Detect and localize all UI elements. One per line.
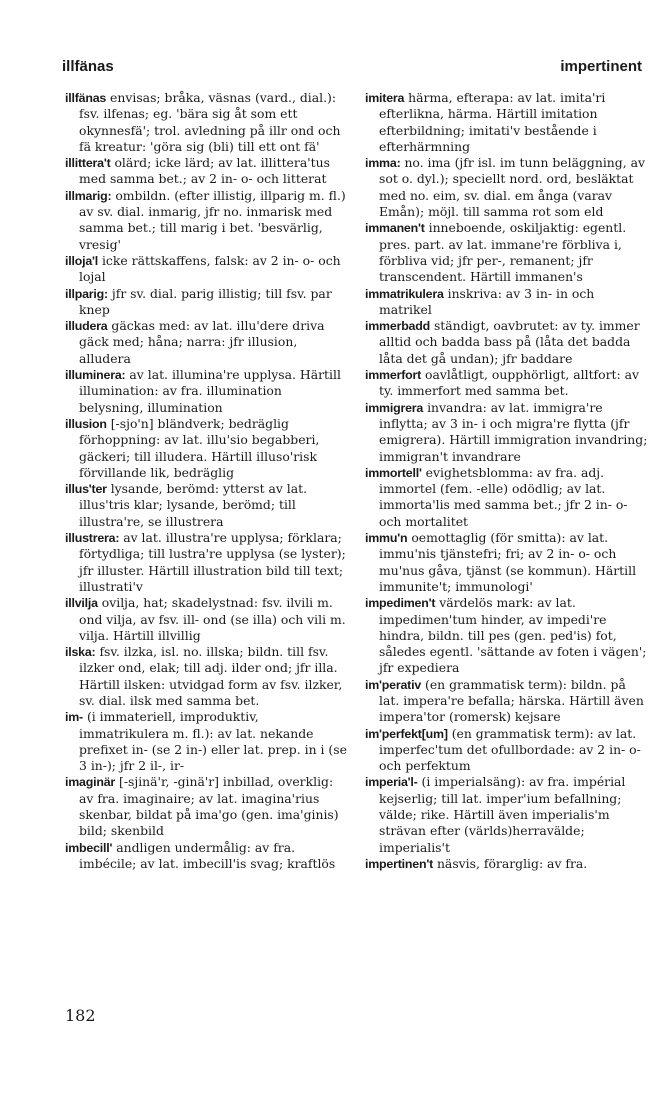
running-head-left: illfänas: [62, 58, 114, 75]
entry-headword: immigrera: [365, 400, 424, 415]
entry-definition: av lat. illumina're upplysa. Härtill illumination: av fra. illumination belysning, illumination: [79, 367, 341, 415]
entry-definition: oemottaglig (för smitta): av lat. immu'nis tjänstefri; fri; av 2 in- o- och mu'nus gåva, tjänst (se kommun). Härtill immunite't; immunologi': [379, 530, 637, 594]
entry-definition: (en grammatisk term): av lat. imperfec'tum det ofullbordade: av 2 in- o- och perfektum: [379, 725, 641, 774]
entry-headword: imma:: [365, 156, 401, 171]
entry-definition: no. ima (jfr isl. im tunn beläggning, av sot o. dyl.); speciellt nord. ord, besläktat med no. eim, sv. dial. em ånga (varav Emån); möjl. till samma rot som eld: [379, 155, 645, 220]
dictionary-entry: [365, 400, 650, 465]
dictionary-entry: [365, 367, 650, 400]
entry-headword: impertinen't: [365, 856, 434, 871]
dictionary-entry: [65, 416, 348, 481]
dictionary-entry: [65, 367, 348, 416]
entry-headword: im'perativ: [365, 677, 422, 692]
entry-definition: av lat. illustra're upplysa; förklara; förtydliga; till lustra're upplysa (se lyster); jfr illuster. Härtill illustration bild till text; illustrati'v: [79, 530, 346, 594]
entry-headword: illuminera:: [65, 368, 126, 383]
dictionary-entry: [65, 253, 348, 286]
dictionary-entry: [65, 481, 348, 530]
right-column: [365, 90, 650, 872]
dictionary-entry: [65, 286, 348, 319]
dictionary-entry: [65, 155, 348, 188]
entry-headword: illus'ter: [65, 482, 107, 497]
left-column: [65, 90, 348, 872]
entry-definition: evighetsblomma: av fra. adj. immortel (fem. -elle) odödlig; av lat. immorta'lis med samma bet.; jfr 2 in- o- och mortalitet: [379, 464, 628, 529]
entry-definition: fsv. ilzka, isl. no. illska; bildn. till fsv. ilzker ond, elak; till adj. ilder ond; jfr illa. Härtill ilsken: utvidgad form av fsv. ilzker, sv. dial. ilsk med samma bet.: [79, 644, 343, 708]
entry-headword: immanen't: [365, 221, 425, 236]
running-head: [62, 58, 642, 80]
entry-definition: (i immateriell, improduktiv, immatrikulera m. fl.): av lat. nekande prefixet in- (se 2 in-) eller lat. prep. in i (se 3 in-); jfr 2 il-, ir-: [79, 709, 347, 774]
dictionary-entry: [65, 530, 348, 595]
dictionary-entry: [365, 155, 650, 220]
entry-headword: imaginär: [65, 775, 116, 790]
entry-headword: immerfort: [365, 368, 422, 383]
entry-headword: illfänas: [65, 91, 107, 105]
dictionary-entry: [365, 856, 650, 872]
entry-headword: ilska:: [65, 645, 96, 660]
entry-definition: näsvis, förarglig: av fra.: [433, 855, 588, 871]
entry-headword: impedimen't: [365, 596, 436, 611]
entry-headword: illusion: [65, 416, 107, 431]
entry-definition: inneboende, oskiljaktig: egentl. pres. part. av lat. immane're förbliva i, förbliva vid; jfr per-, remanent; jfr transcendent. Härtill immanen's: [379, 220, 627, 285]
entry-headword: imitera: [365, 91, 405, 105]
dictionary-entry: [65, 774, 348, 839]
entry-definition: ombildn. (efter illistig, illparig m. fl.) av sv. dial. inmarig, jfr no. inmarisk med samma bet.; till marig i bet. 'besvärlig, vresig': [79, 187, 346, 252]
dictionary-entry: [65, 90, 348, 155]
dictionary-entry: [365, 465, 650, 530]
entry-definition: lysande, berömd: ytterst av lat. illus'tris klar; lysande, berömd; till illustra're, se illustrera: [79, 481, 308, 529]
page-number: 182: [65, 1006, 96, 1025]
dictionary-entry: [365, 774, 650, 855]
dictionary-entry: [365, 530, 650, 595]
dictionary-entry: [65, 318, 348, 367]
entry-headword: immerbadd: [365, 319, 430, 334]
entry-headword: illparig:: [65, 286, 108, 301]
entry-headword: im-: [65, 710, 83, 725]
entry-definition: andligen undermålig: av fra. imbécile; av lat. imbecill'is svag; kraftlös: [79, 839, 336, 871]
dictionary-entry: [365, 595, 650, 676]
entry-definition: olärd; icke lärd; av lat. illittera'tus med samma bet.; av 2 in- o- och litterat: [79, 155, 330, 187]
running-head-right: impertinent: [560, 58, 642, 75]
entry-headword: imperia'l-: [365, 775, 418, 790]
dictionary-entry: [365, 220, 650, 285]
dictionary-entry: [365, 726, 650, 775]
dictionary-entry: [365, 90, 650, 155]
entry-headword: immortell': [365, 465, 422, 480]
entry-definition: [-sjinä'r, -ginä'r] inbillad, overklig: av fra. imaginaire; av lat. imagina'rius skenbar, bildat på ima'go (gen. ima'ginis) bild; skenbild: [79, 774, 339, 839]
entry-headword: illoja'l: [65, 253, 99, 268]
entry-definition: invandra: av lat. immigra're inflytta; av 3 in- i och migra're flytta (jfr emigrera). Härtill immigration invandring; immigran't invandrare: [379, 399, 648, 464]
entry-definition: ständigt, oavbrutet: av ty. immer alltid och badda bass på (låta det badda låta det gå undan); jfr baddare: [379, 318, 640, 366]
entry-definition: värdelös mark: av lat. impedimen'tum hinder, av impedi're hindra, bildn. till pes (gen. ped'is) fot, således egentl. 'sättande av foten i vägen'; jfr expediera: [379, 595, 647, 676]
entry-headword: immu'n: [365, 531, 408, 546]
entry-definition: (en grammatisk term): bildn. på lat. impera're befalla; härska. Härtill även impera'tor (romersk) kejsare: [379, 676, 644, 725]
entry-definition: inskriva: av 3 in- in och matrikel: [379, 285, 595, 317]
entry-definition: icke rättskaffens, falsk: av 2 in- o- och lojal: [79, 252, 341, 285]
entry-headword: imbecill': [65, 840, 113, 855]
entry-definition: härma, efterapa: av lat. imita'ri efterlikna, härma. Härtill imitation efterbildning; imitati'v bestående i efterhärmning: [379, 90, 606, 154]
entry-definition: ovilja, hat; skadelystnad: fsv. ilvili m. ond vilja, av fsv. ill- ond (se illa) och vili m. vilja. Härtill illvillig: [79, 595, 346, 643]
dictionary-entry: [65, 840, 348, 873]
dictionary-entry: [365, 318, 650, 367]
entry-headword: illittera't: [65, 156, 111, 171]
entry-definition: envisas; bråka, väsnas (vard., dial.): fsv. ilfenas; eg. 'bära sig åt som ett okynnesfä'; trol. avledning på illr ond och fä kreatur: 'göra sig (bli) till ett ont fä': [79, 90, 341, 154]
entry-headword: im'perfekt[um]: [365, 726, 448, 741]
entry-definition: gäckas med: av lat. illu'dere driva gäck med; håna; narra: jfr illusion, alludera: [79, 318, 325, 366]
entry-headword: immatrikulera: [365, 286, 444, 301]
dictionary-entry: [365, 677, 650, 726]
entry-definition: oavlåtligt, oupphörligt, alltfort: av ty. immerfort med samma bet.: [379, 367, 639, 399]
dictionary-entry: [65, 644, 348, 709]
entry-headword: illmarig:: [65, 188, 112, 203]
entry-definition: (i imperialsäng): av fra. impérial kejserlig; till lat. imper'ium befallning; välde; rike. Härtill även imperialis'm strävan efter (världs)herravälde; imperialis't: [379, 774, 626, 855]
dictionary-entry: [65, 709, 348, 774]
entry-headword: illustrera:: [65, 531, 120, 546]
entry-headword: illudera: [65, 319, 108, 334]
entry-definition: [-sjo'n] bländverk; bedräglig förhoppning: av lat. illu'sio begabberi, gäckeri; till illudera. Härtill illuso'risk förvillande lik, bedräglig: [79, 415, 320, 480]
dictionary-entry: [65, 188, 348, 253]
entry-definition: jfr sv. dial. parig illistig; till fsv. par knep: [79, 285, 332, 317]
entry-headword: illvilja: [65, 596, 98, 611]
dictionary-entry: [65, 595, 348, 644]
dictionary-entry: [365, 286, 650, 319]
